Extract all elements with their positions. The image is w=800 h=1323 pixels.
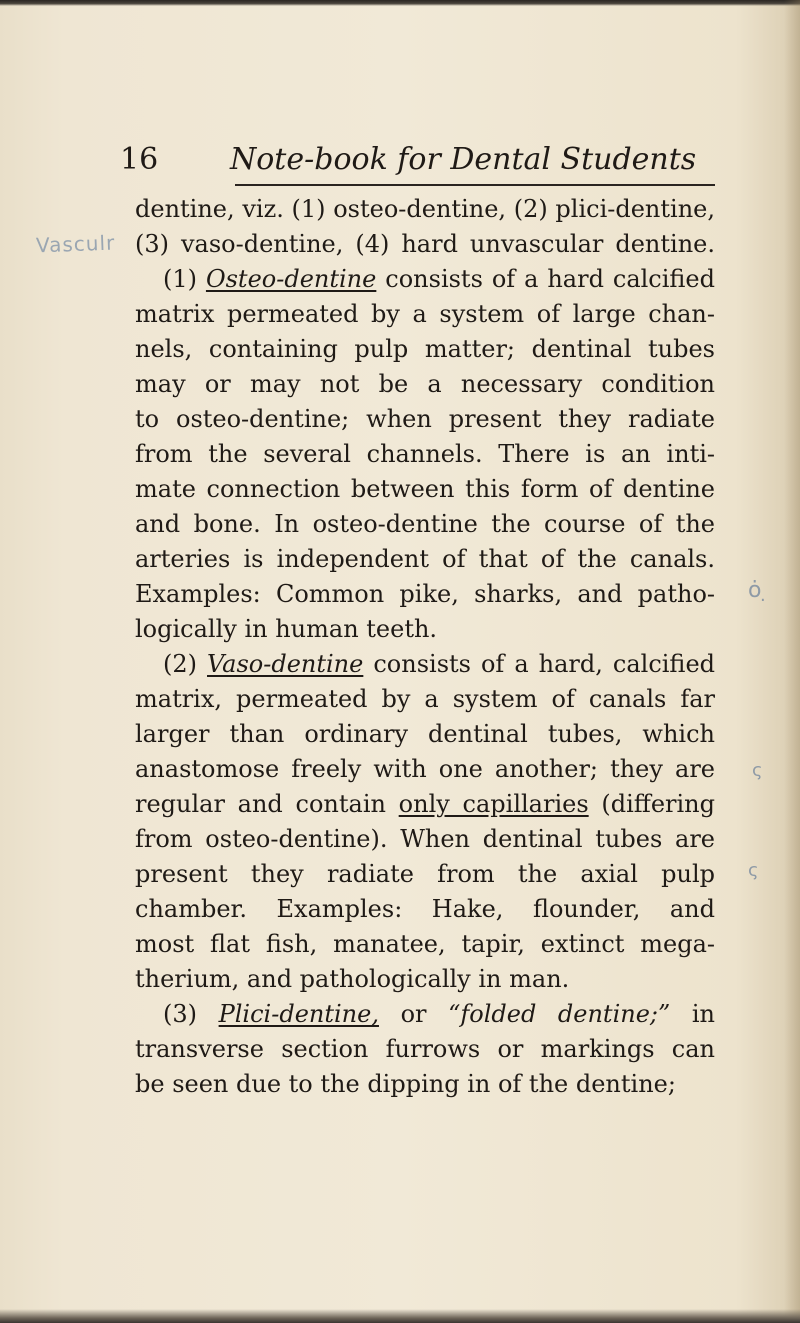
page-header bbox=[120, 140, 697, 190]
pencil-mark: ȯ bbox=[748, 578, 762, 603]
text-line: therium, and pathologically in man. bbox=[135, 965, 570, 993]
text-line: most flat fish, manatee, tapir, extinct mega- bbox=[135, 930, 715, 958]
text-line: matrix permeated by a system of large chan- bbox=[135, 300, 715, 328]
page-number: 16 bbox=[120, 142, 159, 177]
text-line: from osteo-dentine). When dentinal tubes are bbox=[135, 825, 715, 853]
text-line: arteries is independent of that of the canals. bbox=[135, 545, 715, 573]
text-line: be seen due to the dipping in of the dentine; bbox=[135, 1070, 676, 1098]
text-line: and bone. In osteo-dentine the course of the bbox=[135, 510, 715, 538]
text-line: chamber. Examples: Hake, flounder, and bbox=[135, 895, 715, 923]
text-line: may or may not be a necessary condition bbox=[135, 370, 715, 398]
text-line: (2) Vaso-dentine consists of a hard, calcified bbox=[163, 650, 716, 678]
text-line: regular and contain only capillaries (differing bbox=[135, 790, 715, 818]
text-line: (1) Osteo-dentine consists of a hard calcified bbox=[163, 265, 716, 293]
term-vaso-dentine: Vaso-dentine bbox=[207, 650, 364, 678]
underlined-phrase: only capillaries bbox=[398, 790, 589, 818]
text-line: logically in human teeth. bbox=[135, 615, 438, 643]
pencil-mark: · bbox=[760, 590, 766, 611]
quoted-term: “folded dentine;” bbox=[448, 1000, 671, 1028]
text-line: (3) Plici-dentine, or “folded dentine;” in bbox=[163, 1000, 715, 1028]
header-rule bbox=[235, 184, 715, 186]
term-plici-dentine: Plici-dentine, bbox=[218, 1000, 379, 1028]
text-line: Examples: Common pike, sharks, and patho- bbox=[135, 580, 715, 608]
pencil-mark: ς bbox=[752, 760, 763, 781]
text-line: dentine, viz. (1) osteo-dentine, (2) plici-dentine, bbox=[135, 195, 715, 223]
page-bottom-edge bbox=[0, 1309, 800, 1323]
page-top-edge bbox=[0, 0, 800, 6]
pencil-mark: ς bbox=[748, 860, 759, 881]
text-line: matrix, permeated by a system of canals far bbox=[135, 685, 715, 713]
text-line: nels, containing pulp matter; dentinal tubes bbox=[135, 335, 715, 363]
running-title: Note-book for Dental Students bbox=[230, 142, 697, 177]
page-right-shade bbox=[784, 0, 800, 1323]
text-line: larger than ordinary dentinal tubes, which bbox=[135, 720, 715, 748]
body-text bbox=[135, 192, 715, 1102]
text-line: present they radiate from the axial pulp bbox=[135, 860, 715, 888]
text-line: mate connection between this form of dentine bbox=[135, 475, 715, 503]
text-line: (3) vaso-dentine, (4) hard unvascular dentine. bbox=[135, 230, 715, 258]
term-osteo-dentine: Osteo-dentine bbox=[205, 265, 377, 293]
text-line: from the several channels. There is an inti- bbox=[135, 440, 715, 468]
text-line: anastomose freely with one another; they are bbox=[135, 755, 715, 783]
text-line: transverse section furrows or markings can bbox=[135, 1035, 715, 1063]
margin-annotation: Vasculr bbox=[35, 230, 116, 258]
text-line: to osteo-dentine; when present they radiate bbox=[135, 405, 715, 433]
